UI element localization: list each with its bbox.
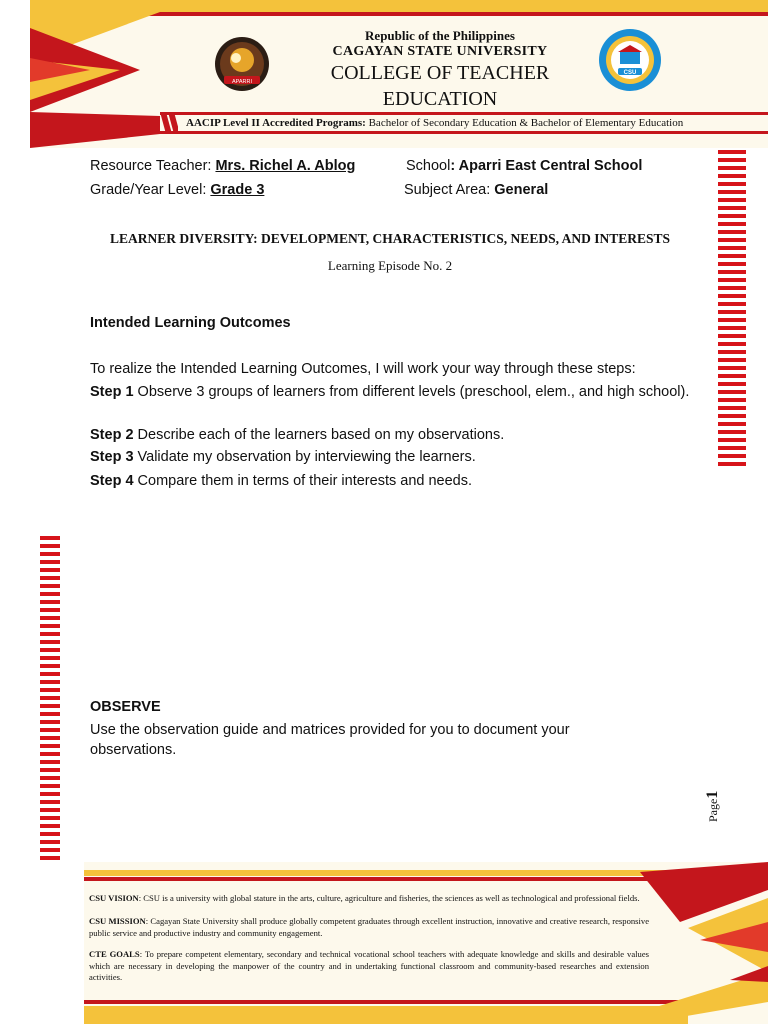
stripe-bar: [718, 222, 746, 226]
stripe-bar: [40, 824, 60, 828]
step-item: [90, 425, 690, 445]
right-logo-label: CSU: [623, 70, 637, 76]
stripe-bar: [40, 816, 60, 820]
stripe-bar: [40, 536, 60, 540]
document-title: LEARNER DIVERSITY: DEVELOPMENT, CHARACTERISTICS, NEEDS, AND INTERESTS: [109, 231, 670, 246]
grade-level-line: [90, 180, 264, 200]
intended-learning-outcomes-heading: Intended Learning Outcomes: [90, 315, 291, 331]
grade-label: Grade/Year Level:: [90, 182, 211, 198]
step-text: Compare them in terms of their interests and needs.: [133, 473, 473, 489]
stripe-bar: [40, 784, 60, 788]
mission-label: CSU MISSION: [89, 916, 146, 926]
footer-bottom-yellow-bar: [84, 1006, 688, 1024]
accreditation-programs: Bachelor of Secondary Education & Bachelor of Elementary Education: [365, 117, 684, 129]
observe-instructions: Use the observation guide and matrices provided for you to document your observations.: [90, 722, 570, 758]
step-item: [90, 447, 690, 467]
stripe-bar: [718, 446, 746, 450]
stripe-bar: [40, 576, 60, 580]
stripe-bar: [718, 182, 746, 186]
stripe-bar: [718, 270, 746, 274]
republic-label: Republic of the Philippines: [365, 28, 515, 43]
stripe-bar: [40, 744, 60, 748]
stripe-bar: [718, 318, 746, 322]
stripe-bar: [40, 800, 60, 804]
stripe-bar: [718, 150, 746, 154]
header-ribbon-decoration: [30, 0, 160, 148]
stripe-bar: [718, 294, 746, 298]
stripe-bar: [718, 406, 746, 410]
stripe-bar: [40, 544, 60, 548]
teacher-label: Resource Teacher:: [90, 158, 216, 174]
footer-bottom-red-line: [84, 1000, 688, 1004]
college-name-line2: EDUCATION: [382, 88, 498, 110]
mission-text: : Cagayan State University shall produce globally competent graduates through excellent instruction, innovative and creative research, responsive public service and productive industry and community engagement.: [89, 916, 650, 938]
stripe-bar: [718, 214, 746, 218]
learning-episode-label: Learning Episode No. 2: [327, 258, 453, 273]
right-stripe-decoration: [718, 150, 746, 470]
stripe-bar: [40, 624, 60, 628]
vision-text: : CSU is a university with global stature in the arts, culture, agriculture and fisheries, the sciences as well as technological and professional fields.: [138, 893, 640, 903]
stripe-bar: [718, 158, 746, 162]
subject-label: Subject Area:: [404, 182, 495, 198]
goals-label: CTE GOALS: [89, 949, 140, 959]
stripe-bar: [40, 664, 60, 668]
stripe-bar: [40, 736, 60, 740]
stripe-bar: [718, 230, 746, 234]
stripe-bar: [40, 656, 60, 660]
stripe-bar: [718, 286, 746, 290]
stripe-bar: [40, 808, 60, 812]
stripe-bar: [718, 398, 746, 402]
stripe-bar: [40, 720, 60, 724]
page-number-value: 1: [704, 790, 721, 799]
stripe-bar: [718, 366, 746, 370]
stripe-bar: [40, 792, 60, 796]
step-item: [90, 382, 690, 402]
step-label: Step 2: [90, 427, 134, 443]
step-item: [90, 471, 690, 491]
stripe-bar: [40, 856, 60, 860]
stripe-bar: [40, 560, 60, 564]
stripe-bar: [718, 278, 746, 282]
observe-heading: OBSERVE: [90, 699, 161, 715]
stripe-bar: [40, 592, 60, 596]
stripe-bar: [718, 254, 746, 258]
stripe-bar: [718, 438, 746, 442]
stripe-bar: [40, 600, 60, 604]
footer-top-red-line: [84, 877, 688, 881]
stripe-bar: [718, 454, 746, 458]
resource-teacher-line: [90, 156, 355, 176]
stripe-bar: [40, 552, 60, 556]
step-label: Step 3: [90, 449, 134, 465]
school-name: : Aparri East Central School: [450, 158, 643, 174]
stripe-bar: [718, 302, 746, 306]
stripe-bar: [40, 848, 60, 852]
csu-vision: [89, 893, 649, 905]
stripe-bar: [40, 704, 60, 708]
stripe-bar: [40, 632, 60, 636]
college-of-teacher-education-logo: [598, 28, 662, 92]
stripe-bar: [718, 174, 746, 178]
university-heading: [290, 28, 590, 112]
csu-mission: [89, 916, 649, 939]
stripe-bar: [718, 342, 746, 346]
stripe-bar: [40, 768, 60, 772]
subject-value: General: [494, 182, 549, 198]
header-top-yellow-bar: [140, 0, 768, 12]
stripe-bar: [40, 832, 60, 836]
stripe-bar: [40, 608, 60, 612]
stripe-bar: [40, 672, 60, 676]
stripe-bar: [40, 840, 60, 844]
stripe-bar: [718, 422, 746, 426]
step-label: Step 1: [90, 384, 134, 400]
stripe-bar: [40, 616, 60, 620]
accreditation-bar: [160, 112, 768, 134]
college-name-line1: COLLEGE OF TEACHER: [330, 62, 550, 84]
stripe-bar: [718, 246, 746, 250]
university-name: CAGAYAN STATE UNIVERSITY: [332, 44, 548, 59]
teacher-name: Mrs. Richel A. Ablog: [215, 158, 356, 174]
stripe-bar: [718, 390, 746, 394]
left-logo-label: APARRI: [231, 79, 253, 85]
stripe-bar: [718, 206, 746, 210]
stripe-bar: [40, 648, 60, 652]
stripe-bar: [718, 350, 746, 354]
stripe-bar: [40, 680, 60, 684]
stripe-bar: [718, 334, 746, 338]
stripe-bar: [40, 584, 60, 588]
stripe-bar: [40, 712, 60, 716]
accreditation-label: AACIP Level II Accredited Programs:: [186, 117, 366, 129]
footer-ribbon-decoration: [640, 862, 768, 1024]
accreditation-stripe-decoration: [160, 112, 178, 134]
step-text: Observe 3 groups of learners from different levels (preschool, elem., and high school).: [133, 384, 690, 400]
stripe-bar: [40, 568, 60, 572]
stripe-bar: [718, 310, 746, 314]
stripe-bar: [40, 688, 60, 692]
stripe-bar: [718, 262, 746, 266]
stripe-bar: [718, 382, 746, 386]
stripe-bar: [718, 190, 746, 194]
cte-goals: [89, 949, 649, 984]
stripe-bar: [718, 358, 746, 362]
stripe-bar: [40, 728, 60, 732]
page-number: [704, 790, 744, 822]
intro-paragraph: To realize the Intended Learning Outcomes, I will work your way through these steps:: [90, 361, 636, 377]
header-top-red-line: [140, 12, 768, 16]
stripe-bar: [718, 430, 746, 434]
subject-area-line: [404, 180, 548, 200]
stripe-bar: [718, 166, 746, 170]
step-text: Describe each of the learners based on my observations.: [133, 427, 505, 443]
school-line: [406, 156, 642, 176]
stripe-bar: [40, 760, 60, 764]
stripe-bar: [718, 326, 746, 330]
csu-aparri-logo: [214, 36, 270, 92]
vision-label: CSU VISION: [89, 893, 139, 903]
goals-text: : To prepare competent elementary, secondary and technical vocational school teachers with adequate knowledge and skills and desirable values which are necessary in developing the manpower of the country and in undertaking functional classroom and community-based researches and extension activities.: [89, 949, 649, 982]
step-text: Validate my observation by interviewing the learners.: [133, 449, 476, 465]
footer-top-yellow-bar: [84, 870, 688, 876]
stripe-bar: [718, 238, 746, 242]
left-stripe-decoration: [40, 536, 60, 864]
step-label: Step 4: [90, 473, 134, 489]
page-label: Page: [706, 798, 720, 822]
stripe-bar: [718, 198, 746, 202]
stripe-bar: [718, 374, 746, 378]
stripe-bar: [40, 696, 60, 700]
stripe-bar: [718, 462, 746, 466]
stripe-bar: [40, 776, 60, 780]
stripe-bar: [40, 752, 60, 756]
stripe-bar: [40, 640, 60, 644]
school-label: School: [406, 158, 451, 174]
grade-value: Grade 3: [210, 182, 265, 198]
stripe-bar: [718, 414, 746, 418]
